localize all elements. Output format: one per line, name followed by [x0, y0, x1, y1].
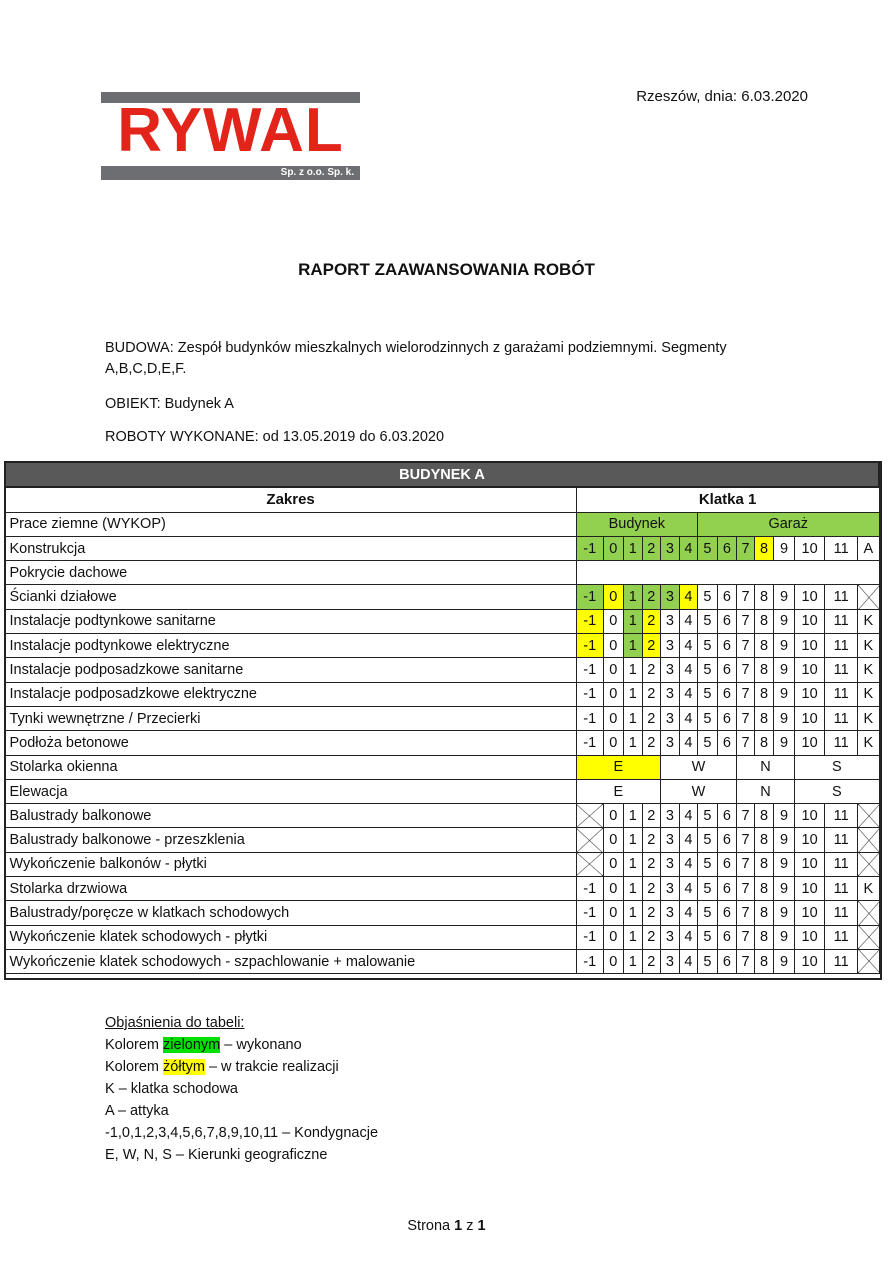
floor-cell: 1	[623, 901, 642, 925]
floor-cell: 7	[736, 901, 754, 925]
table-row	[5, 731, 879, 755]
floor-cell: 1	[623, 658, 642, 682]
staircase-cell	[858, 949, 879, 973]
floor-cell: 6	[717, 828, 736, 852]
floor-cell: 1	[623, 949, 642, 973]
row-label: Wykończenie klatek schodowych - szpachlowanie + malowanie	[5, 949, 576, 973]
floor-cell: 5	[697, 804, 717, 828]
floor-cell: 2	[642, 731, 660, 755]
floor-cell: 4	[679, 706, 697, 730]
row-label: Pokrycie dachowe	[5, 561, 576, 585]
footer-total: 1	[477, 1218, 486, 1234]
floor-cell: 0	[603, 731, 623, 755]
legend-dirs: E, W, N, S – Kierunki geograficzne	[105, 1147, 328, 1163]
floor-cell: 2	[642, 949, 660, 973]
floor-cell: 3	[660, 706, 679, 730]
floor-cell: 5	[697, 901, 717, 925]
floor-cell: 1	[623, 585, 642, 609]
floor-cell: 10	[795, 852, 825, 876]
legend-green-word: zielonym	[163, 1037, 221, 1053]
floor-cell: 6	[717, 901, 736, 925]
floor-cell: 10	[795, 731, 825, 755]
floor-cell: 6	[717, 658, 736, 682]
floor-cell: 10	[795, 682, 825, 706]
floor-cell: 6	[717, 804, 736, 828]
floor-cell: 11	[825, 852, 858, 876]
progress-table	[4, 461, 880, 974]
table-row	[5, 901, 879, 925]
floor-cell: -1	[576, 877, 603, 901]
staircase-cell	[858, 804, 879, 828]
floor-cell: 3	[660, 828, 679, 852]
direction-cell: S	[795, 779, 879, 803]
row-label: Wykończenie balkonów - płytki	[5, 852, 576, 876]
floor-cell: 10	[795, 536, 825, 560]
legend-green-post: – wykonano	[220, 1037, 302, 1053]
floor-cell: 8	[755, 658, 774, 682]
floor-cell: 2	[642, 609, 660, 633]
floor-cell: 0	[603, 536, 623, 560]
floor-cell: 3	[660, 925, 679, 949]
legend-a: A – attyka	[105, 1103, 169, 1119]
direction-cell: E	[576, 755, 660, 779]
staircase-cell: K	[858, 682, 879, 706]
floor-cell: 7	[736, 634, 754, 658]
footer-pre: Strona	[407, 1218, 455, 1234]
floor-cell: 8	[755, 852, 774, 876]
table-row	[5, 755, 879, 779]
floor-cell: 11	[825, 536, 858, 560]
floor-cell: -1	[576, 706, 603, 730]
floor-cell: 11	[825, 731, 858, 755]
floor-cell: 5	[697, 585, 717, 609]
floor-cell: 9	[774, 949, 795, 973]
row-label: Prace ziemne (WYKOP)	[5, 512, 576, 536]
floor-cell: 1	[623, 706, 642, 730]
floor-cell: 2	[642, 828, 660, 852]
row-label: Tynki wewnętrzne / Przecierki	[5, 706, 576, 730]
staircase-cell	[858, 901, 879, 925]
floor-cell: 3	[660, 949, 679, 973]
floor-cell: 9	[774, 658, 795, 682]
row-label: Instalacje podposadzkowe elektryczne	[5, 682, 576, 706]
floor-cell: 1	[623, 682, 642, 706]
floor-cell: 4	[679, 804, 697, 828]
floor-cell: 4	[679, 828, 697, 852]
floor-cell: 11	[825, 585, 858, 609]
floor-cell: 6	[717, 682, 736, 706]
report-title: RAPORT ZAAWANSOWANIA ROBÓT	[298, 260, 595, 279]
floor-cell: 11	[825, 804, 858, 828]
floor-cell: 1	[623, 852, 642, 876]
empty-cell	[576, 561, 879, 585]
legend-title: Objaśnienia do tabeli:	[105, 1015, 245, 1031]
row-label: Ścianki działowe	[5, 585, 576, 609]
staircase-cell: K	[858, 731, 879, 755]
staircase-cell	[858, 828, 879, 852]
floor-cell: 2	[642, 925, 660, 949]
floor-cell: 2	[642, 852, 660, 876]
floor-cell: 5	[697, 925, 717, 949]
floor-cell: 8	[755, 901, 774, 925]
floor-cell: 4	[679, 634, 697, 658]
company-logo	[101, 92, 360, 182]
floor-cell: 5	[697, 731, 717, 755]
floor-cell: 0	[603, 682, 623, 706]
floor-cell: 0	[603, 706, 623, 730]
staircase-cell: K	[858, 609, 879, 633]
floor-cell	[576, 828, 603, 852]
floor-cell: 4	[679, 658, 697, 682]
floor-cell: 8	[755, 828, 774, 852]
floor-cell: 3	[660, 877, 679, 901]
floor-cell: -1	[576, 731, 603, 755]
table-row	[5, 585, 879, 609]
floor-cell: 5	[697, 634, 717, 658]
legend-yellow-post: – w trakcie realizacji	[204, 1059, 339, 1075]
floor-cell: -1	[576, 925, 603, 949]
logo-wordmark: RYWAL	[117, 106, 344, 156]
floor-cell: 5	[697, 706, 717, 730]
floor-cell: 2	[642, 804, 660, 828]
floor-cell: 10	[795, 634, 825, 658]
floor-cell: 8	[755, 682, 774, 706]
floor-cell: 6	[717, 609, 736, 633]
floor-cell: -1	[576, 609, 603, 633]
logo-subtitle-bar	[101, 166, 360, 180]
floor-cell: 4	[679, 682, 697, 706]
floor-cell: 4	[679, 731, 697, 755]
floor-cell: 2	[642, 536, 660, 560]
table-row	[5, 804, 879, 828]
floor-cell: 7	[736, 536, 754, 560]
floor-cell: 7	[736, 682, 754, 706]
floor-cell: 8	[755, 949, 774, 973]
floor-cell: 3	[660, 536, 679, 560]
floor-cell: -1	[576, 901, 603, 925]
floor-cell: 4	[679, 877, 697, 901]
floor-cell: 7	[736, 925, 754, 949]
table-row	[5, 561, 879, 585]
floor-cell: 3	[660, 609, 679, 633]
staircase-cell: A	[858, 536, 879, 560]
staircase-cell: K	[858, 634, 879, 658]
floor-cell: 5	[697, 658, 717, 682]
row-label: Stolarka okienna	[5, 755, 576, 779]
floor-cell: -1	[576, 682, 603, 706]
row-label: Instalacje podtynkowe sanitarne	[5, 609, 576, 633]
floor-cell: 5	[697, 852, 717, 876]
floor-cell: 2	[642, 585, 660, 609]
object-name: OBIEKT: Budynek A	[105, 396, 234, 412]
page-footer	[0, 1218, 893, 1234]
floor-cell: 5	[697, 877, 717, 901]
legend-green-pre: Kolorem	[105, 1037, 164, 1053]
floor-cell: 9	[774, 852, 795, 876]
column-klatka: Klatka 1	[576, 487, 879, 512]
floor-cell: 2	[642, 634, 660, 658]
floor-cell: 8	[755, 609, 774, 633]
floor-cell: 1	[623, 731, 642, 755]
table-row	[5, 852, 879, 876]
floor-cell: 2	[642, 682, 660, 706]
floor-cell: 7	[736, 609, 754, 633]
floor-cell: 4	[679, 852, 697, 876]
row-label: Elewacja	[5, 779, 576, 803]
report-date: Rzeszów, dnia: 6.03.2020	[636, 88, 808, 105]
floor-cell: 10	[795, 925, 825, 949]
floor-cell: 0	[603, 658, 623, 682]
floor-cell: 5	[697, 828, 717, 852]
floor-cell: 0	[603, 877, 623, 901]
row-label: Wykończenie klatek schodowych - płytki	[5, 925, 576, 949]
floor-cell: 6	[717, 706, 736, 730]
logo-top-bar	[101, 92, 360, 103]
direction-cell: S	[795, 755, 879, 779]
legend-yellow-word: żółtym	[163, 1059, 205, 1075]
floor-cell: 6	[717, 925, 736, 949]
floor-cell: 10	[795, 828, 825, 852]
floor-cell: 3	[660, 682, 679, 706]
floor-cell: -1	[576, 658, 603, 682]
floor-cell: 1	[623, 828, 642, 852]
floor-cell: 3	[660, 852, 679, 876]
floor-cell: 9	[774, 706, 795, 730]
floor-cell: 0	[603, 949, 623, 973]
direction-cell: N	[736, 779, 794, 803]
floor-cell: 10	[795, 585, 825, 609]
floor-cell: 7	[736, 949, 754, 973]
floor-cell: 10	[795, 949, 825, 973]
floor-cell	[576, 804, 603, 828]
table-row	[5, 779, 879, 803]
floor-cell: 4	[679, 901, 697, 925]
floor-cell: 11	[825, 658, 858, 682]
floor-cell: 6	[717, 949, 736, 973]
floor-cell	[576, 852, 603, 876]
floor-cell: -1	[576, 585, 603, 609]
row-label: Stolarka drzwiowa	[5, 877, 576, 901]
table-row	[5, 658, 879, 682]
floor-cell: 6	[717, 731, 736, 755]
floor-cell: 3	[660, 658, 679, 682]
floor-cell: 8	[755, 804, 774, 828]
floor-cell: 6	[717, 634, 736, 658]
floor-cell: 5	[697, 682, 717, 706]
floor-cell: 6	[717, 877, 736, 901]
staircase-cell: K	[858, 658, 879, 682]
direction-cell: W	[660, 779, 736, 803]
floor-cell: 8	[755, 877, 774, 901]
staircase-cell: K	[858, 877, 879, 901]
floor-cell: 4	[679, 536, 697, 560]
floor-cell: -1	[576, 536, 603, 560]
staircase-cell	[858, 925, 879, 949]
column-zakres: Zakres	[5, 487, 576, 512]
floor-cell: 0	[603, 634, 623, 658]
floor-cell: 2	[642, 706, 660, 730]
floor-cell: 9	[774, 634, 795, 658]
legend-green	[105, 1034, 378, 1056]
floor-cell: 10	[795, 658, 825, 682]
floor-cell: 7	[736, 731, 754, 755]
floor-cell: 6	[717, 852, 736, 876]
floor-cell: 2	[642, 658, 660, 682]
row-label: Instalacje podtynkowe elektryczne	[5, 634, 576, 658]
floor-cell: 8	[755, 731, 774, 755]
construction-site: BUDOWA: Zespół budynków mieszkalnych wielorodzinnych z garażami podziemnymi. Segmenty A,B,C,D,E,F.	[105, 340, 727, 377]
floor-cell: 9	[774, 828, 795, 852]
direction-cell: E	[576, 779, 660, 803]
floor-cell: 8	[755, 585, 774, 609]
floor-cell: 0	[603, 901, 623, 925]
floor-cell: 4	[679, 949, 697, 973]
floor-cell: 9	[774, 682, 795, 706]
floor-cell: -1	[576, 634, 603, 658]
floor-cell: 7	[736, 852, 754, 876]
floor-cell: 0	[603, 828, 623, 852]
floor-cell: 3	[660, 901, 679, 925]
legend-floors: -1,0,1,2,3,4,5,6,7,8,9,10,11 – Kondygnacje	[105, 1125, 379, 1141]
floor-cell: 9	[774, 804, 795, 828]
floor-cell: 6	[717, 536, 736, 560]
floor-cell: 6	[717, 585, 736, 609]
floor-cell: 0	[603, 852, 623, 876]
floor-cell: 4	[679, 925, 697, 949]
floor-cell: 11	[825, 925, 858, 949]
row-label: Balustrady balkonowe - przeszklenia	[5, 828, 576, 852]
floor-cell: 1	[623, 925, 642, 949]
floor-cell: 10	[795, 609, 825, 633]
legend-yellow	[105, 1056, 378, 1078]
floor-cell: 11	[825, 828, 858, 852]
table-row	[5, 877, 879, 901]
row-label: Balustrady/poręcze w klatkach schodowych	[5, 901, 576, 925]
floor-cell: 4	[679, 609, 697, 633]
floor-cell: 3	[660, 634, 679, 658]
row-label: Konstrukcja	[5, 536, 576, 560]
floor-cell: 8	[755, 536, 774, 560]
floor-cell: 9	[774, 925, 795, 949]
floor-cell: 0	[603, 804, 623, 828]
floor-cell: 5	[697, 536, 717, 560]
floor-cell: 0	[603, 585, 623, 609]
floor-cell: 4	[679, 585, 697, 609]
floor-cell: 7	[736, 828, 754, 852]
table-header: BUDYNEK A	[5, 462, 879, 487]
row-label: Podłoża betonowe	[5, 731, 576, 755]
logo-subtitle: Sp. z o.o. Sp. k.	[280, 167, 354, 178]
table-row	[5, 949, 879, 973]
floor-cell: 9	[774, 585, 795, 609]
floor-cell: 11	[825, 634, 858, 658]
floor-cell: 7	[736, 658, 754, 682]
works-period: ROBOTY WYKONANE: od 13.05.2019 do 6.03.2020	[105, 429, 445, 445]
footer-page: 1	[454, 1218, 463, 1234]
floor-cell: 7	[736, 877, 754, 901]
floor-cell: -1	[576, 949, 603, 973]
floor-cell: 10	[795, 804, 825, 828]
table-row	[5, 512, 879, 536]
floor-cell: 3	[660, 731, 679, 755]
floor-cell: 10	[795, 877, 825, 901]
floor-cell: 8	[755, 706, 774, 730]
table-row	[5, 634, 879, 658]
legend-k: K – klatka schodowa	[105, 1081, 238, 1097]
floor-cell: 1	[623, 609, 642, 633]
floor-cell: 11	[825, 901, 858, 925]
footer-mid: z	[462, 1218, 478, 1234]
table-row	[5, 925, 879, 949]
floor-cell: 9	[774, 877, 795, 901]
table-row	[5, 536, 879, 560]
floor-cell: 9	[774, 901, 795, 925]
legend	[105, 1012, 378, 1166]
floor-cell: 5	[697, 609, 717, 633]
floor-cell: 1	[623, 634, 642, 658]
staircase-cell: K	[858, 706, 879, 730]
split-garaz: Garaż	[697, 512, 879, 536]
staircase-cell	[858, 585, 879, 609]
table-row	[5, 682, 879, 706]
floor-cell: 7	[736, 804, 754, 828]
floor-cell: 1	[623, 804, 642, 828]
floor-cell: 9	[774, 536, 795, 560]
table-row	[5, 609, 879, 633]
floor-cell: 1	[623, 877, 642, 901]
floor-cell: 3	[660, 585, 679, 609]
floor-cell: 11	[825, 609, 858, 633]
floor-cell: 11	[825, 949, 858, 973]
floor-cell: 10	[795, 901, 825, 925]
floor-cell: 0	[603, 609, 623, 633]
floor-cell: 9	[774, 609, 795, 633]
split-budynek: Budynek	[576, 512, 697, 536]
floor-cell: 0	[603, 925, 623, 949]
floor-cell: 9	[774, 731, 795, 755]
floor-cell: 7	[736, 706, 754, 730]
row-label: Balustrady balkonowe	[5, 804, 576, 828]
floor-cell: 8	[755, 634, 774, 658]
staircase-cell	[858, 852, 879, 876]
legend-yellow-pre: Kolorem	[105, 1059, 164, 1075]
floor-cell: 1	[623, 536, 642, 560]
floor-cell: 2	[642, 877, 660, 901]
floor-cell: 10	[795, 706, 825, 730]
floor-cell: 11	[825, 706, 858, 730]
row-label: Instalacje podposadzkowe sanitarne	[5, 658, 576, 682]
floor-cell: 11	[825, 682, 858, 706]
floor-cell: 8	[755, 925, 774, 949]
direction-cell: W	[660, 755, 736, 779]
direction-cell: N	[736, 755, 794, 779]
floor-cell: 2	[642, 901, 660, 925]
floor-cell: 3	[660, 804, 679, 828]
table-row	[5, 706, 879, 730]
floor-cell: 7	[736, 585, 754, 609]
floor-cell: 5	[697, 949, 717, 973]
table-row	[5, 828, 879, 852]
floor-cell: 11	[825, 877, 858, 901]
